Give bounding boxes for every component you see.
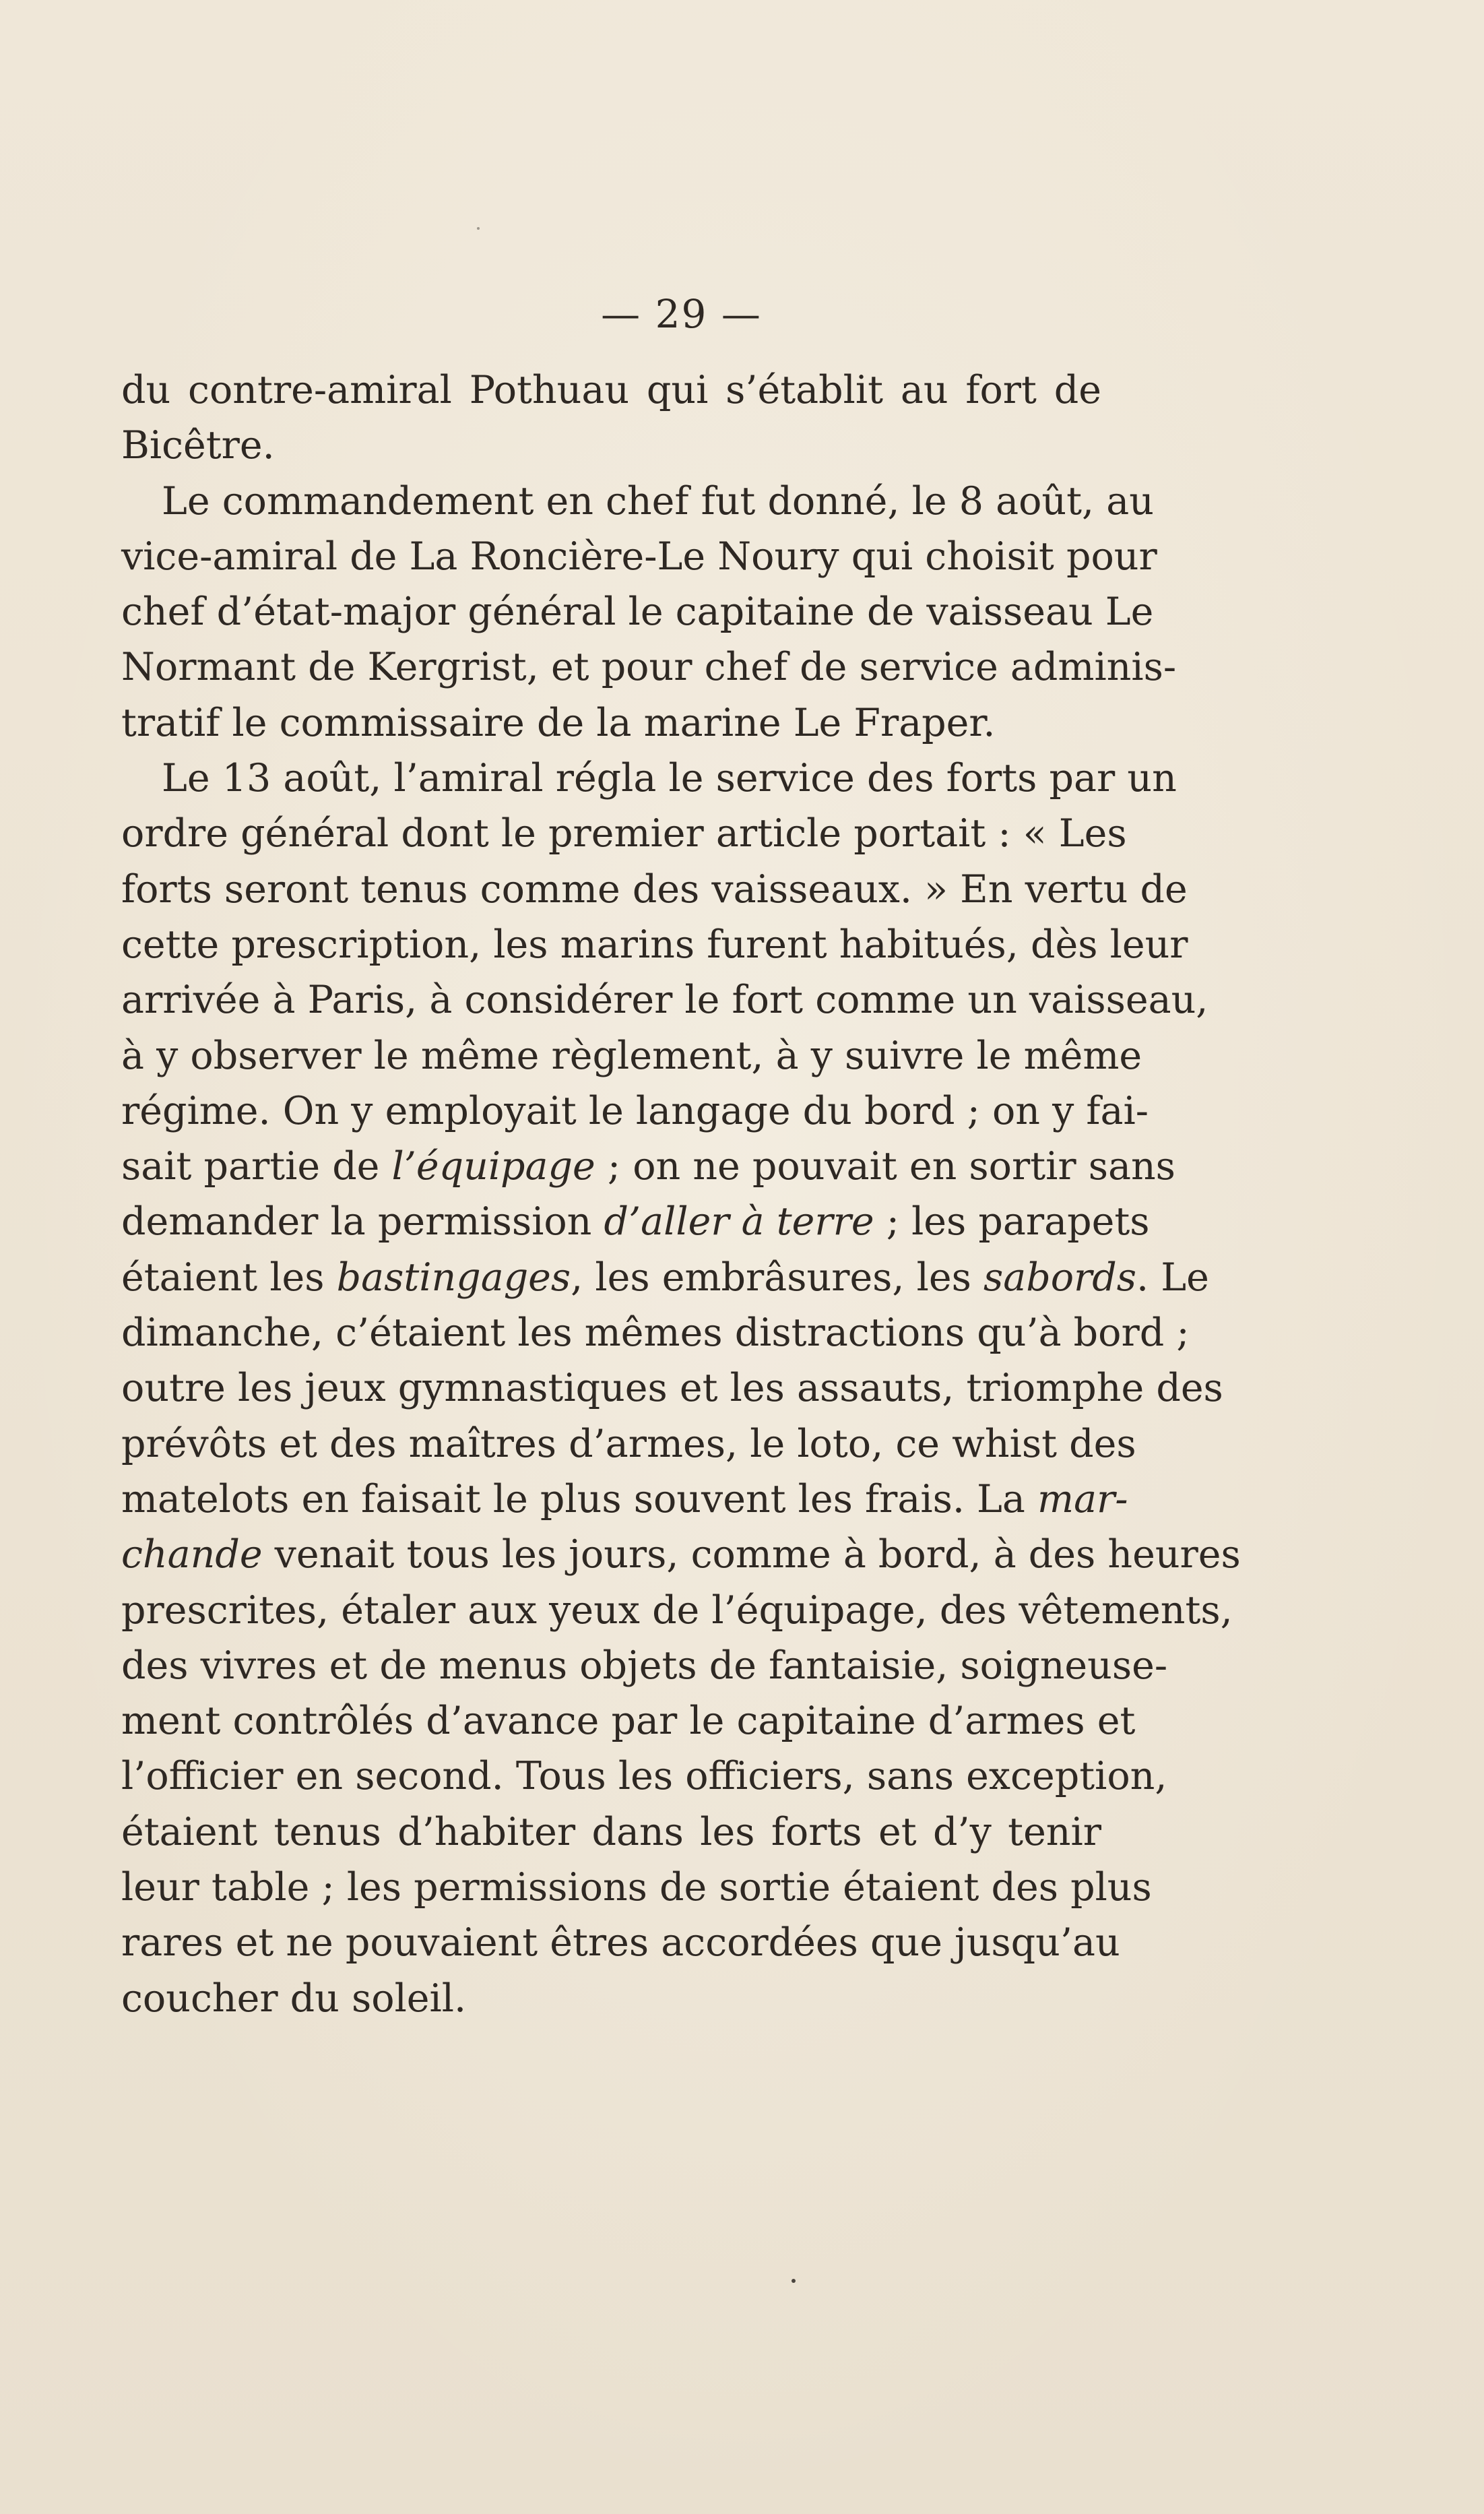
italic-term: sabords <box>983 1255 1137 1300</box>
text-line: du contre-amiral Pothuau qui s’établit au fort de <box>121 368 1101 412</box>
text-line <box>121 1250 1209 1305</box>
text-fragment: ; on ne pouvait en sortir sans <box>595 1144 1175 1189</box>
text-line: rares et ne pouvaient êtres accordées que jusqu’au <box>121 1920 1120 1966</box>
text-line: à y observer le même règlement, à y suivre le même <box>121 1033 1142 1078</box>
text-line: chef d’état-major général le capitaine de vaisseau Le <box>121 590 1154 635</box>
text-fragment: demander la permission <box>121 1199 604 1245</box>
paper-speck <box>477 227 480 230</box>
text-line: Normant de Kergrist, et pour chef de service adminis- <box>121 645 1177 690</box>
text-line: l’officier en second. Tous les officiers, sans exception, <box>121 1754 1167 1799</box>
page-number: — 29 — <box>601 291 762 337</box>
text-line: cette prescription, les marins furent habitués, dès leur <box>121 922 1188 967</box>
text-line <box>121 1472 1128 1527</box>
text-fragment: ; les parapets <box>874 1199 1150 1245</box>
text-line: prescrites, étaler aux yeux de l’équipage, des vêtements, <box>121 1588 1233 1633</box>
text-line: dimanche, c’étaient les mêmes distractions qu’à bord ; <box>121 1311 1190 1356</box>
text-line: outre les jeux gymnastiques et les assauts, triomphe des <box>121 1366 1223 1411</box>
text-line: étaient tenus d’habiter dans les forts et d’y tenir <box>121 1809 1101 1854</box>
text-fragment: matelots en faisait le plus souvent les frais. La <box>121 1476 1038 1521</box>
italic-term: d’aller à terre <box>604 1199 874 1245</box>
text-line <box>121 1194 1150 1249</box>
text-line: coucher du soleil. <box>121 1976 467 2021</box>
text-line: prévôts et des maîtres d’armes, le loto, ce whist des <box>121 1421 1136 1466</box>
text-line: ment contrôlés d’avance par le capitaine d’armes et <box>121 1699 1136 1744</box>
body-text <box>121 363 1241 2026</box>
paper-speck <box>792 2279 796 2283</box>
italic-term: chande <box>121 1532 263 1577</box>
text-line: forts seront tenus comme des vaisseaux. » En vertu de <box>121 867 1188 912</box>
text-fragment: . Le <box>1136 1255 1209 1300</box>
text-fragment: sait partie de <box>121 1144 392 1189</box>
text-line: Le 13 août, l’amiral régla le service des forts par un <box>162 756 1177 801</box>
text-line: régime. On y employait le langage du bord ; on y fai- <box>121 1088 1149 1133</box>
italic-term: l’équipage <box>391 1144 595 1189</box>
italic-term: mar- <box>1037 1476 1128 1521</box>
italic-term: bastingages <box>336 1255 571 1300</box>
text-fragment: , les embrâsures, les <box>571 1255 984 1300</box>
text-line <box>121 1139 1175 1194</box>
text-line: Le commandement en chef fut donné, le 8 août, au <box>162 478 1154 524</box>
text-fragment: venait tous les jours, comme à bord, à des heures <box>262 1532 1241 1577</box>
text-line: arrivée à Paris, à considérer le fort comme un vaisseau, <box>121 978 1208 1023</box>
text-line: tratif le commissaire de la marine Le Fraper. <box>121 700 996 745</box>
text-line: leur table ; les permissions de sortie étaient des plus <box>121 1865 1152 1910</box>
text-line <box>121 1527 1241 1582</box>
text-line: Bicêtre. <box>121 423 275 468</box>
text-line: vice-amiral de La Roncière-Le Noury qui choisit pour <box>121 534 1157 579</box>
text-line: ordre général dont le premier article portait : « Les <box>121 811 1127 856</box>
text-fragment: étaient les <box>121 1255 337 1300</box>
text-line: des vivres et de menus objets de fantaisie, soigneuse- <box>121 1643 1168 1688</box>
